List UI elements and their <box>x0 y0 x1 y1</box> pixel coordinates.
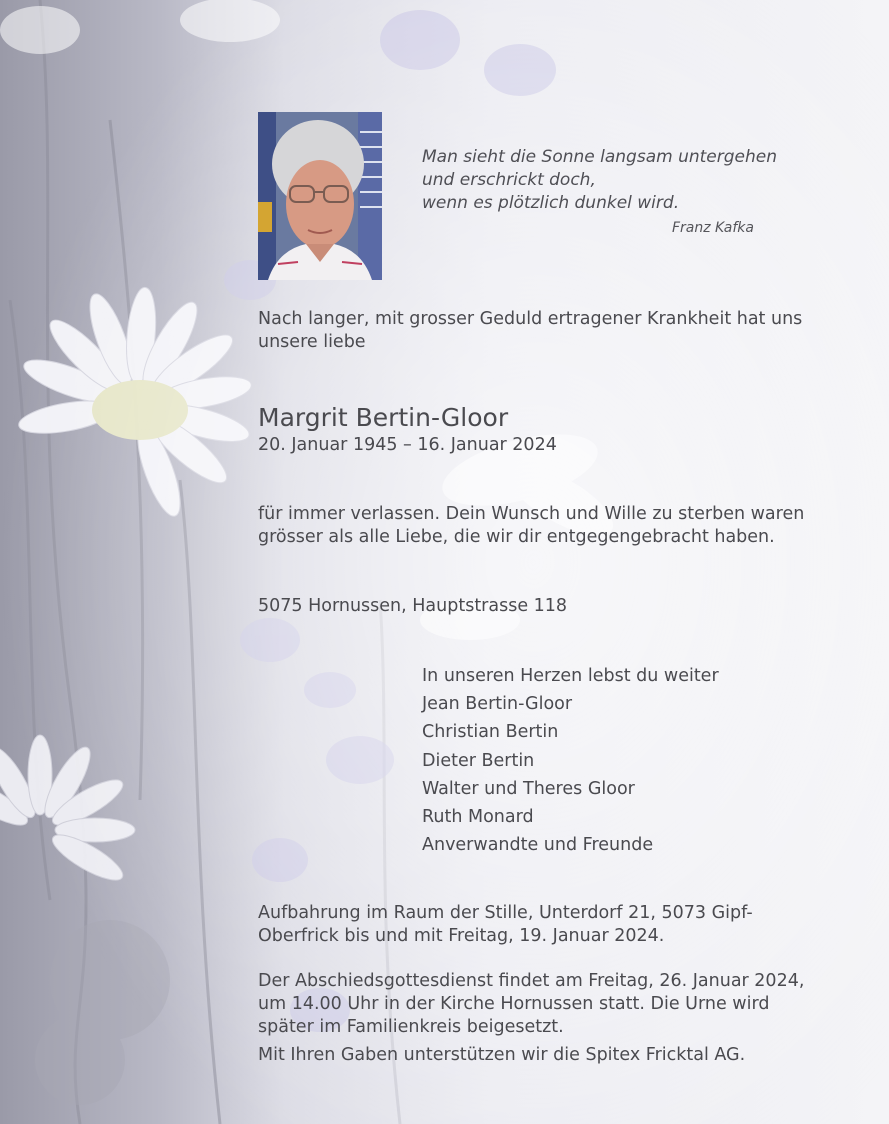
intro-line: unsere liebe <box>258 332 366 352</box>
mourner-name: Dieter Bertin <box>422 750 535 771</box>
service-info <box>258 970 848 1039</box>
farewell-line: grösser als alle Liebe, die wir dir entgegengebracht haben. <box>258 527 775 547</box>
service-line: später im Familienkreis beigesetzt. <box>258 1017 564 1037</box>
intro-text <box>258 308 848 354</box>
quote-line: und erschrickt doch, <box>422 170 596 190</box>
mourner-name: Anverwandte und Freunde <box>422 835 654 856</box>
quote <box>422 146 842 215</box>
donation-note: Mit Ihren Gaben unterstützen wir die Spitex Fricktal AG. <box>258 1045 746 1065</box>
service-line: Der Abschiedsgottesdienst findet am Freitag, 26. Januar 2024, <box>258 971 805 991</box>
farewell-line: für immer verlassen. Dein Wunsch und Wille zu sterben waren <box>258 504 805 524</box>
viewing-info <box>258 902 848 948</box>
farewell-text <box>258 503 848 549</box>
portrait-photo <box>258 112 382 280</box>
mourners-list <box>422 662 719 859</box>
mourners-heading: In unseren Herzen lebst du weiter <box>422 666 719 686</box>
quote-line: wenn es plötzlich dunkel wird. <box>422 193 680 213</box>
service-line: um 14.00 Uhr in der Kirche Hornussen statt. Die Urne wird <box>258 994 770 1014</box>
mourner-name: Christian Bertin <box>422 722 559 743</box>
viewing-line: Aufbahrung im Raum der Stille, Unterdorf 21, 5073 Gipf- <box>258 903 753 923</box>
deceased-name: Margrit Bertin-Gloor <box>258 403 509 432</box>
deceased-dates: 20. Januar 1945 – 16. Januar 2024 <box>258 435 557 455</box>
portrait-photo-icon <box>258 112 382 280</box>
mourner-name: Ruth Monard <box>422 807 534 828</box>
mourner-name: Walter und Theres Gloor <box>422 778 635 799</box>
intro-line: Nach langer, mit grosser Geduld ertragener Krankheit hat uns <box>258 309 803 329</box>
quote-line: Man sieht die Sonne langsam untergehen <box>422 147 777 167</box>
mourner-name: Jean Bertin-Gloor <box>422 694 573 715</box>
address: 5075 Hornussen, Hauptstrasse 118 <box>258 596 568 616</box>
quote-author: Franz Kafka <box>672 220 754 236</box>
viewing-line: Oberfrick bis und mit Freitag, 19. Januar 2024. <box>258 926 665 946</box>
